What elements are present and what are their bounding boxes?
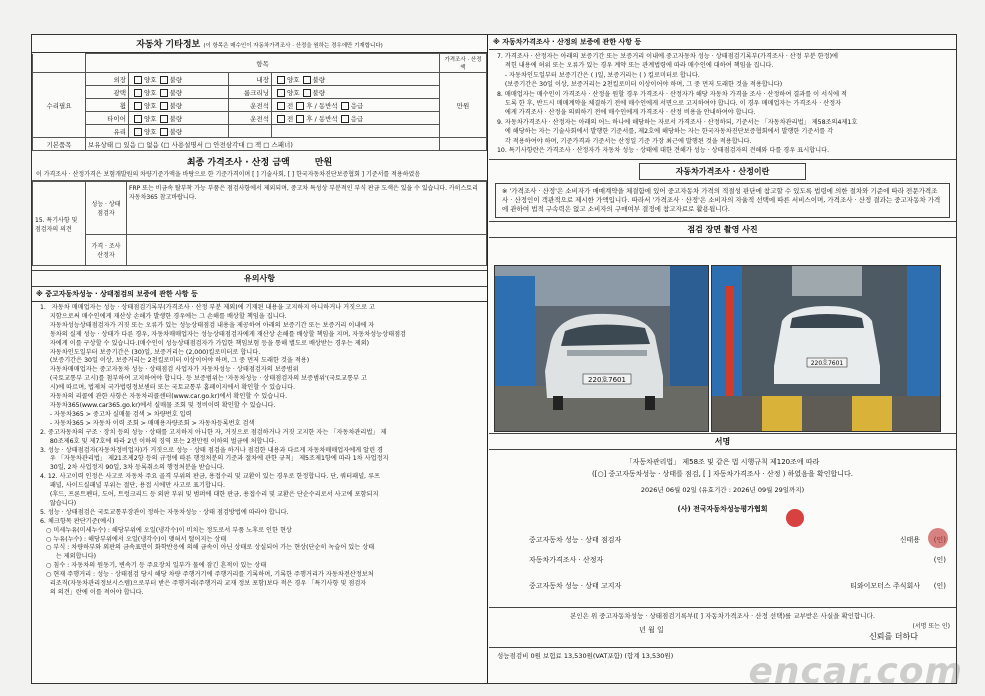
opt-bad: 불량 xyxy=(169,101,183,110)
signature-section xyxy=(489,433,956,516)
row-0-b: 내장 xyxy=(228,73,271,86)
sig-row-label: 중고자동차 성능 · 상태 점검자 xyxy=(529,536,622,544)
price-warranty-list xyxy=(489,50,956,157)
notice-item: 80조제6호 및 제7호에 따라 2년 이하의 징역 또는 2천만원 이하의 벌금에 처합니다. xyxy=(40,437,277,445)
section-15-price-label: 가격 · 조사 산정자 xyxy=(86,235,127,266)
notice-item: 3. 성능 · 상태점검자(자동차정비업자)가 거짓으로 성능 · 상태 점검을 하거나 점검한 내용과 다르게 자동차매매업자에게 알린 경 xyxy=(40,446,384,454)
notice-item: (보증기간은 30일 이상, 보증거리는 2천킬로미터 이상이어야 하며, 그 중 먼저 도래한 것을 적용) xyxy=(40,357,310,365)
row-4-a: 유리 xyxy=(86,125,129,138)
price-warranty-item: (보증기간은 30일 이상, 보증거리는 2천킬로미터 이상이어야 하며, 그 중 먼저 도래한 것을 적용합니다) xyxy=(497,81,783,89)
checkbox[interactable] xyxy=(341,102,349,110)
sig-row-label: 자동차가격조사 · 산정자 xyxy=(529,556,604,564)
notice-item: 우 「자동차관리법」 제21조제2항 등의 규정에 따른 행정처분의 기준과 절차에 관한 규칙」 제5조제1항에 따라 1차 사업정지 xyxy=(40,455,389,463)
notice-item: ○ 누유(누수) : 해당부위에서 오일(냉각수)이 맺혀서 떨어지는 상태 xyxy=(40,535,227,543)
basic-items: 보유상태 □ 있음 □ 없음 (□ 사용설명서 □ 안전삼각대 □ 잭 □ 스패너) xyxy=(86,138,440,151)
sig-row-1-seal: (인) xyxy=(933,556,946,564)
receipt-line: 본인은 위 중고자동차성능 · 상태점검기록부([ ] 자동차가격조사 · 산정 선택)를 교부받은 사실을 확인합니다. xyxy=(489,607,956,620)
row-0-a: 외장 xyxy=(86,73,129,86)
notice-title: 유의사항 xyxy=(32,270,487,287)
final-price-label: 최종 가격조사 · 산정 금액 xyxy=(186,158,290,168)
license-plate-front: 220호7601 xyxy=(588,376,626,384)
sig-row-2-seal: (인) xyxy=(933,582,946,590)
other-info-title: 자동차 기타정보 xyxy=(136,40,201,50)
encar-watermark: encar.com xyxy=(748,651,963,692)
other-info-table: 항목 가격조사 · 산정액 수리필요 외장 양호 불량 내장 양호 불량 만원 광택 양호 불량 룸크리닝 양호 불량 휠 양호 불량 운전석 전 후 / 동반석 응급 타이어 양호 불량 운전석 전 후 / 동반석 응급 유리 양호 불량 기본품목 보유상태 □ 있음 □ 없음 (□ 사용설명서 □ 안전삼각대 □ 잭 □ 스패너) xyxy=(32,53,487,151)
signature-line1: 「자동차관리법」 제58조 및 같은 법 시행규칙 제120조에 따라 xyxy=(625,458,820,466)
row-2-a: 휠 xyxy=(86,99,129,112)
opt-good: 양호 xyxy=(144,114,157,123)
row-2-b: 운전석 xyxy=(228,99,271,112)
notice-item: 의 의견」란에 이를 적어야 합니다. xyxy=(40,589,144,596)
notice-item: (국토교통부 고시)를 첨부하여 고지하여야 합니다. 등 보증범위는 '자동차성능 · 상태점검자의 보증범위'(국토교통부 고 xyxy=(40,375,367,383)
opt-front: 전 xyxy=(286,114,294,123)
row-3-a: 타이어 xyxy=(86,112,129,125)
notice-item: 패널, 사이드실패널 부위는 절단, 용접 시에만 사고로 표기합니다. xyxy=(40,482,225,490)
opt-good: 양호 xyxy=(286,88,300,97)
sig-row-2-name: 티와이모터스 주식회사 xyxy=(850,582,920,590)
notice-item: 자동차인도일부터 보증기간은 (30)일, 보증거리는 (2,000)킬로미터로 합니다. xyxy=(40,348,261,356)
price-warranty-item: 도록 한 후, 반드시 매매계약을 체결하기 전에 매수인에게 서면으로 고지하여야 합니다. 이 경우 매매업자는 가격조사 · 산정자 xyxy=(497,100,842,108)
notice-item: 6. 체크항목 판단기준(예시) xyxy=(40,517,115,525)
opt-rear: 후 xyxy=(306,114,313,123)
section-15-table xyxy=(32,181,487,266)
receipt-date: 년 월 일 xyxy=(639,626,664,634)
checkbox[interactable] xyxy=(303,89,311,97)
other-info-subtitle: (이 항목은 매수인이 자동차가격조사 · 산정을 원하는 경우에만 기재합니다) xyxy=(203,43,383,49)
section-15-label: 15. 특기사항 및 점검자의 의견 xyxy=(33,182,86,266)
price-warranty-item: 각 적용하여야 하며, 기준가격과 기준서는 산정일 기준 가장 최근에 발행된 것을 적용합니다. xyxy=(497,137,752,145)
row-1-b: 룸크리닝 xyxy=(228,86,271,99)
checkbox[interactable] xyxy=(303,76,311,84)
opt-bad: 불량 xyxy=(169,114,183,123)
car-rear-image xyxy=(712,266,940,431)
checkbox[interactable] xyxy=(277,76,285,84)
notice-item: 자에게 이를 구상할 수 있습니다.(매수인이 성능상태점검자가 가입한 책임보험 등을 통해 별도로 배상받는 경우는 제외) xyxy=(40,339,370,347)
signature-title: 서명 xyxy=(489,434,956,450)
checkbox[interactable] xyxy=(160,89,168,97)
opt-rear: 후 xyxy=(306,101,313,110)
inspector-seal-icon xyxy=(928,528,948,548)
price-warranty-item: 10. 특기사항란은 가격조사 · 산정자가 자동차 성능 · 상태에 대한 견해가 성능 · 상태점검자의 견해와 다를 경우 표시합니다. xyxy=(497,147,830,155)
opt-bad: 불량 xyxy=(312,75,326,84)
fee-line: 성능점검비 0원 보험료 13,530원(VAT포함) (합계 13,530원) xyxy=(489,647,956,663)
opt-bad: 불량 xyxy=(169,75,183,84)
sig-row-label: 중고자동차 성능 · 상태 고지자 xyxy=(529,582,622,590)
col-item: 항목 xyxy=(86,54,440,73)
signature-org: (사) 전국자동차성능평가협회 xyxy=(677,505,768,513)
sig-row-0-name: 신태용 xyxy=(899,536,920,544)
notice-item: - 자동차365 > 중고차 실매물 검색 > 차량번호 입력 xyxy=(40,410,192,418)
row-3-b: 운전석 xyxy=(228,112,271,125)
opt-good: 양호 xyxy=(144,75,157,84)
warranty-title: ※ 중고자동차성능 · 상태점검의 보증에 관한 사항 등 xyxy=(32,287,487,302)
notice-item: 자동차365(www.car365.go.kr)에서 실매물 조회 및 정비이력 확인할 수 있습니다. xyxy=(40,401,276,409)
sig-row-1 xyxy=(529,555,603,565)
price-warranty-item: 적힌 내용에 허위 또는 오류가 있는 경우 계약 또는 관계법령에 따라 매수인에 대하여 책임을 집니다. xyxy=(497,62,774,70)
right-column xyxy=(489,35,956,683)
opt-passenger: 동반석 xyxy=(318,114,338,123)
checkbox[interactable] xyxy=(341,115,349,123)
final-price-unit: 만원 xyxy=(314,158,333,168)
license-plate-rear: 220호7601 xyxy=(810,360,844,367)
section-15-perf-label: 성능 · 상태 점검자 xyxy=(86,182,127,235)
price-warranty-item: 9. 자동차가격조사 · 산정자는 아래의 어느 하나에 해당하는 자로서 가격조사 · 산정하되, 기준서는 「자동차관리법」 제58조의4제1호 xyxy=(497,118,858,126)
col-price: 가격조사 · 산정액 xyxy=(440,54,487,73)
price-warranty-item: 8. 매매업자는 매수인이 가격조사 · 산정을 원할 경우 가격조사 · 산정자가 해당 자동차 가격을 조사 · 산정하여 결과를 이 서식에 적 xyxy=(497,90,847,98)
receipt-sign-hint: (서명 또는 인) xyxy=(912,623,950,630)
notice-item: 30일, 2차 사업정지 90일, 3차 등록취소의 행정처분을 받습니다. xyxy=(40,464,225,472)
unit: 만원 xyxy=(440,73,487,138)
checkbox[interactable] xyxy=(296,115,304,123)
notice-item: 시)에 따르며, 법제처 국가법령정보센터 또는 국토교통부 홈페이지에서 확인할 수 있습니다. xyxy=(40,384,296,392)
notice-item: 자동차의 리콜에 관한 사항은 자동차리콜센터(www.car.go.kr)에서 확인할 수 있습니다. xyxy=(40,393,288,401)
sig-row-2 xyxy=(529,581,621,591)
row-label-repair: 수리필요 xyxy=(33,73,86,138)
inspection-photo-rear xyxy=(711,265,941,432)
opt-emergency: 응급 xyxy=(350,114,364,123)
price-warranty-item: 에 해당하는 자는 기술사회에서 발행한 기준서를, 제2호에 해당하는 자는 한국자동차진단보증협회에서 발행한 기준서를 각 xyxy=(497,128,834,136)
notice-item: 자동차매매업자는 중고자동차 성능 · 상태점검 사업자가 자동차성능 · 상태점검자의 보증범위 xyxy=(40,366,299,374)
price-warranty-item: - 자동차인도일부터 보증기간은 ( )일, 보증거리는 ( ) 킬로미터로 합니다. xyxy=(497,71,700,79)
price-warranty-item: 에게 가격조사 · 산정을 의뢰하기 전에 매수인에게 가격조사 · 산정 비용을 안내하여야 합니다. xyxy=(497,109,756,117)
notice-item: 않습니다) xyxy=(40,499,77,507)
notice-item: 리조직(자동차관리정보시스템)으로부터 받은 주행거리(주행거리 교재 정보 포함)보다 적은 경우 「특기사항 및 점검자 xyxy=(40,580,367,588)
notice-item: 1. 자동차 매매업자는 성능 · 상태점검기록부(가격조사 · 산정 부분 제외)에 기재된 내용을 고지하지 아니하거나 거짓으로 고 xyxy=(40,304,376,311)
price-note: 이 가격조사 · 산정가격은 보험개발원의 차량기준가액을 바탕으로 한 기준가격이며 [ ] 기술사회, [ ] 한국자동차진단보증협회 ] 기준서를 적용하였음 xyxy=(32,170,487,181)
notice-item: 지함으로써 매수인에게 재산상 손해가 발생한 경우에는 그 손해를 배상할 책임을 집니다. xyxy=(40,312,287,320)
opt-emergency: 응급 xyxy=(350,101,364,110)
row-1-a: 광택 xyxy=(86,86,129,99)
checkbox[interactable] xyxy=(277,102,285,110)
car-front-image xyxy=(495,266,708,431)
notice-item: 자동차성능상태점검자가 거짓 또는 오류가 있는 성능상태점검 내용을 제공하여 아래의 보증기간 또는 보증거리 이내에 자 xyxy=(40,321,375,329)
section-15-perf-text: FRP 또는 비금속 탈부착 가능 부품은 점검사항에서 제외되며, 중고차 특성상 부분적인 부식 판금 도색은 있을 수 있습니다. 카히스토리 자동차365 참고바랍니다. xyxy=(127,182,487,235)
checkbox[interactable] xyxy=(160,115,168,123)
opt-bad: 불량 xyxy=(169,88,183,97)
opt-front: 전 xyxy=(286,101,294,110)
other-info-header xyxy=(32,35,487,53)
checkbox[interactable] xyxy=(277,115,285,123)
notice-item: 4. 12. 사고이력 인정은 사고로 자동차 주요 골격 부위의 판금, 용접수리 및 교환이 있는 경우로 한정합니다. 단, 쿼터패널, 루프 xyxy=(40,473,380,481)
checkbox[interactable] xyxy=(160,102,168,110)
checkbox[interactable] xyxy=(134,128,142,136)
receipt-buyer: 신뢰를 더하다 xyxy=(869,632,918,641)
checkbox[interactable] xyxy=(296,102,304,110)
checkbox[interactable] xyxy=(134,76,142,84)
checkbox[interactable] xyxy=(160,128,168,136)
opt-passenger: 동반석 xyxy=(318,101,338,110)
notice-item: ○ 침수 : 자동차의 원동기, 변속기 등 주요장치 일부가 물에 잠긴 흔적이 있는 상태 xyxy=(40,562,267,570)
inspection-form-page xyxy=(31,34,957,684)
inspection-photo-front xyxy=(494,265,709,432)
left-column xyxy=(32,35,488,683)
notice-list xyxy=(32,302,487,600)
notice-item: ○ 미세누유(미세누수) : 해당부위에 오일(냉각수)이 비치는 정도로서 부품 노후로 인한 현상 xyxy=(40,526,292,534)
final-price xyxy=(32,151,487,170)
org-seal-icon xyxy=(786,509,804,527)
notice-item: 동차의 실제 성능 · 상태가 다른 경우, 자동차매매업자는 성능상태점검자에게 재산상 손해를 배상할 책임을 지며, 자동차성능상태점검 xyxy=(40,330,407,338)
checkbox[interactable] xyxy=(160,76,168,84)
opt-good: 양호 xyxy=(144,88,157,97)
opt-bad: 불량 xyxy=(169,127,183,136)
checkbox[interactable] xyxy=(134,115,142,123)
price-warranty-title: ※ 자동차가격조사 · 산정의 보증에 관한 사항 등 xyxy=(489,35,956,50)
checkbox[interactable] xyxy=(134,102,142,110)
opt-good: 양호 xyxy=(144,101,157,110)
notice-item: (후드, 프론트펜더, 도어, 트렁크리드 등 외판 부위 및 범퍼에 대한 판금, 용접수리 및 교환은 단순수리로서 사고에 포함되지 xyxy=(40,491,379,499)
notice-item: ○ 현재 주행거리 : 성능 · 상태점검 당시 해당 차량 주행거기에 주행거리를 기록하며, 기록한 주행거리가 자동차전산정보처 xyxy=(40,571,374,579)
notice-item: - 자동차365 > 자동차 이력 조회 > 매매용자량조회 > 자동차등록번호 검색 xyxy=(40,419,255,427)
row-label-basic: 기본품목 xyxy=(33,138,86,151)
checkbox[interactable] xyxy=(134,89,142,97)
opt-good: 양호 xyxy=(144,127,157,136)
photo-title: 점검 장면 촬영 사진 xyxy=(489,221,956,238)
price-box-text: ※ '가격조사 · 산정'은 소비자가 매매계약을 체결함에 있어 중고자동차 가격의 적절성 판단에 참고할 수 있도록 법령에 의한 절차와 기준에 따라 전문가격조사 · 산정인이 객관적으로 제시한 가액입니다. 따라서 '가격조사 · 산정'은 소비자의 자율적 선택에 따른 서비스이며, 가격조사 · 산정 결과는 중고자동차 가격에 관하여 법적 구속력은 없고 소비자의 구매여부 결정에 참고자료로 활용됩니다. xyxy=(495,183,950,218)
checkbox[interactable] xyxy=(277,89,285,97)
signature-line2: ([○] 중고자동차성능 · 상태를 점검, [ ] 자동차가격조사 · 산정 ) 하였음을 확인합니다. xyxy=(592,470,853,478)
notice-item: ○ 부식 : 차량하부와 외판의 금속표면이 화학반응에 의해 금속이 아닌 상태로 상실되어 가는 현상(단순히 녹슬어 있는 상태 xyxy=(40,544,375,552)
price-box-title: 자동차가격조사 · 산정이란 xyxy=(639,163,806,180)
price-warranty-item: 7. 가격조사 · 산정자는 아래의 보증기간 또는 보증거리 이내에 중고자동차 성능 · 상태점검기록부(가격조사 · 산정 부분 한정)에 xyxy=(497,53,838,60)
notice-item: 2. 중고자동차의 구조 · 장치 등의 성능 · 상태를 고지하지 아니한 자, 거짓으로 점검하거나 거짓 고지한 자는 「자동차관리법」 제 xyxy=(40,428,387,436)
notice-item: 5. 성능 · 상태점검은 국토교통부장관이 정하는 자동차성능 · 상태 점검방법에 따라야 합니다. xyxy=(40,508,289,516)
notice-item: 는 제외합니다) xyxy=(40,553,96,561)
opt-bad: 불량 xyxy=(312,88,326,97)
signature-date: 2026년 06월 02일 (유효기간 : 2026년 09월 29일까지) xyxy=(640,486,805,494)
opt-good: 양호 xyxy=(286,75,300,84)
sig-row-0 xyxy=(529,535,621,545)
